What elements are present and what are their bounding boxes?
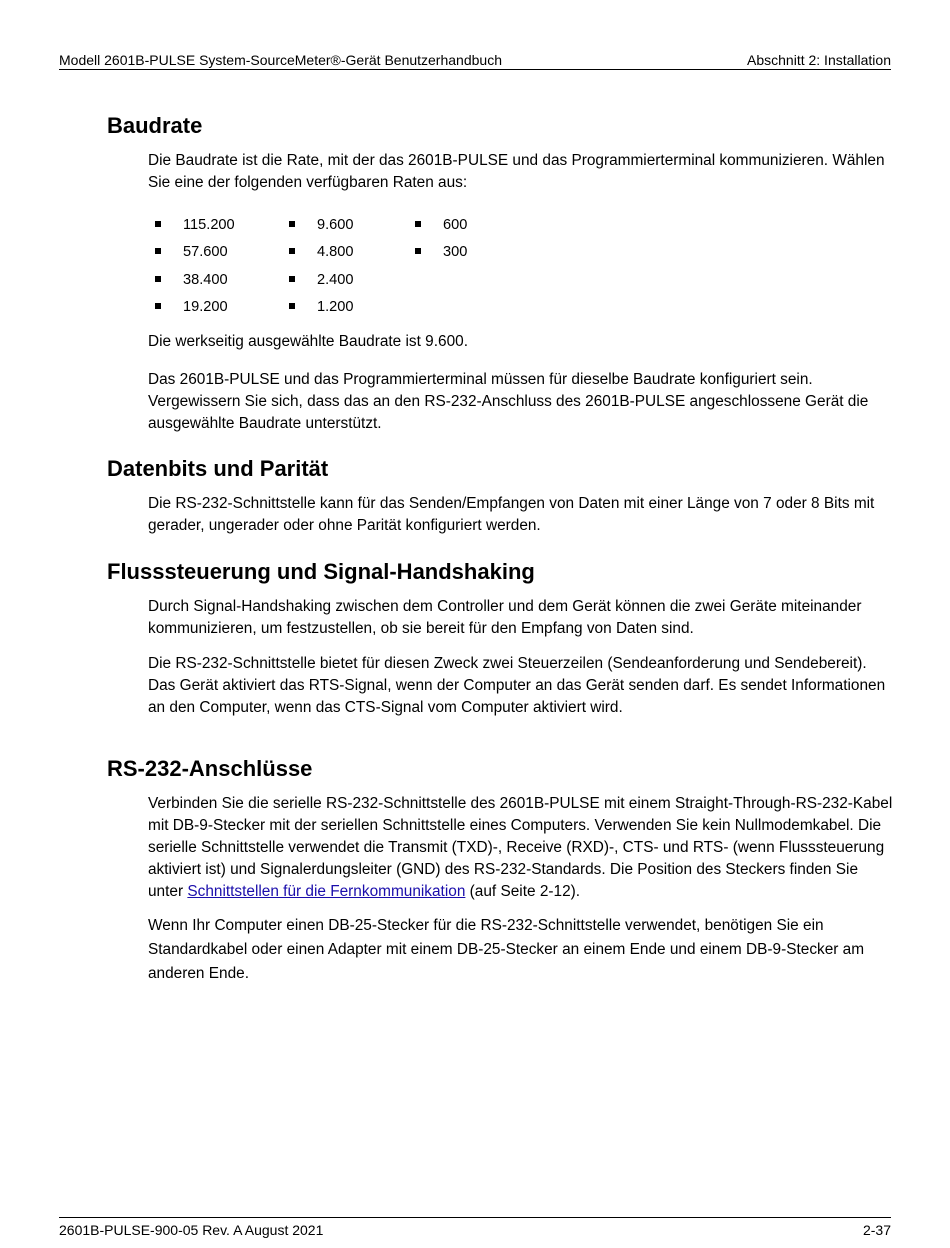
databits-text: Die RS-232-Schnittstelle kann für das Senden/Empfangen von Daten mit einer Länge von 7 oder 8 Bits mit gerader, ungerader oder ohne Parität konfiguriert werden. (148, 495, 875, 534)
heading-rs232: RS-232-Anschlüsse (107, 756, 313, 781)
bullet-icon (289, 221, 295, 227)
footer-page-number: 2-37 (862, 1222, 891, 1238)
bullet-icon (415, 221, 421, 227)
flow-paragraph-2: Die RS-232-Schnittstelle bietet für diesen Zweck zwei Steuerzeilen (Sendeanforderung und Sendebereit). Das Gerät aktiviert das RTS-Signal, wenn der Computer an das Gerät senden darf. Es sendet Informationen an den Computer, wenn das CTS-Signal vom Computer aktiviert wird. (148, 655, 886, 716)
baudrate-list: 115.200 57.600 38.400 19.200 9.600 4.800 2.400 1.200 600 300 (155, 214, 555, 324)
bullet-icon (415, 248, 421, 254)
heading-databits: Datenbits und Parität (107, 456, 329, 481)
bullet-icon (155, 303, 161, 309)
bullet-icon (289, 303, 295, 309)
baudrate-default: Die werkseitig ausgewählte Baudrate ist 9.600. (148, 333, 468, 350)
page-footer (59, 1217, 891, 1240)
header-manual-title: Modell 2601B-PULSE System-SourceMeter®-Gerät Benutzerhandbuch (59, 52, 502, 68)
footer-document-id: 2601B-PULSE-900-05 Rev. A August 2021 (59, 1222, 324, 1238)
flow-paragraph-1: Durch Signal-Handshaking zwischen dem Controller und dem Gerät können die zwei Geräte miteinander kommunizieren, um festzustellen, ob sie bereit für den Empfang von Daten sind. (148, 598, 862, 637)
rs232-paragraph-2: Wenn Ihr Computer einen DB-25-Stecker für die RS-232-Schnittstelle verwendet, benötigen Sie ein Standardkabel oder einen Adapter mit einem DB-25-Stecker an einem Ende und einem DB-9-Stecker am anderen Ende. (148, 917, 865, 982)
page-header (59, 51, 891, 70)
header-section-title: Abschnitt 2: Installation (747, 52, 891, 68)
bullet-icon (289, 248, 295, 254)
bullet-icon (155, 276, 161, 282)
link-remote-interfaces[interactable]: Schnittstellen für die Fernkommunikation (187, 883, 466, 900)
rs232-paragraph-1: Verbinden Sie die serielle RS-232-Schnittstelle des 2601B-PULSE mit einem Straight-Through-RS-232-Kabel mit DB-9-Stecker mit der seriellen Schnittstelle eines Computers. Verwenden Sie kein Nullmodemkabel. Die serielle Schnittstelle verwendet die Transmit (TXD)-, Receive (RXD)-, CTS- und RTS- (wenn Flusssteuerung aktiviert ist) und Signalerdungsleiter (GND) des RS-232-Standards. Die Position des Steckers finden Sie unter Schnittstellen für die Fernkommunikation (auf Seite 2-12). (148, 795, 893, 900)
bullet-icon (289, 276, 295, 282)
baudrate-intro: Die Baudrate ist die Rate, mit der das 2601B-PULSE und das Programmierterminal kommunizieren. Wählen Sie eine der folgenden verfügbaren Raten aus: (148, 152, 885, 191)
bullet-icon (155, 248, 161, 254)
heading-flow-control: Flusssteuerung und Signal-Handshaking (107, 559, 535, 584)
heading-baudrate: Baudrate (107, 113, 203, 138)
bullet-icon (155, 221, 161, 227)
baudrate-note: Das 2601B-PULSE und das Programmierterminal müssen für dieselbe Baudrate konfiguriert sein. Vergewissern Sie sich, dass das an den RS-232-Anschluss des 2601B-PULSE angeschlossene Gerät die ausgewählte Baudrate unterstützt. (148, 371, 869, 432)
